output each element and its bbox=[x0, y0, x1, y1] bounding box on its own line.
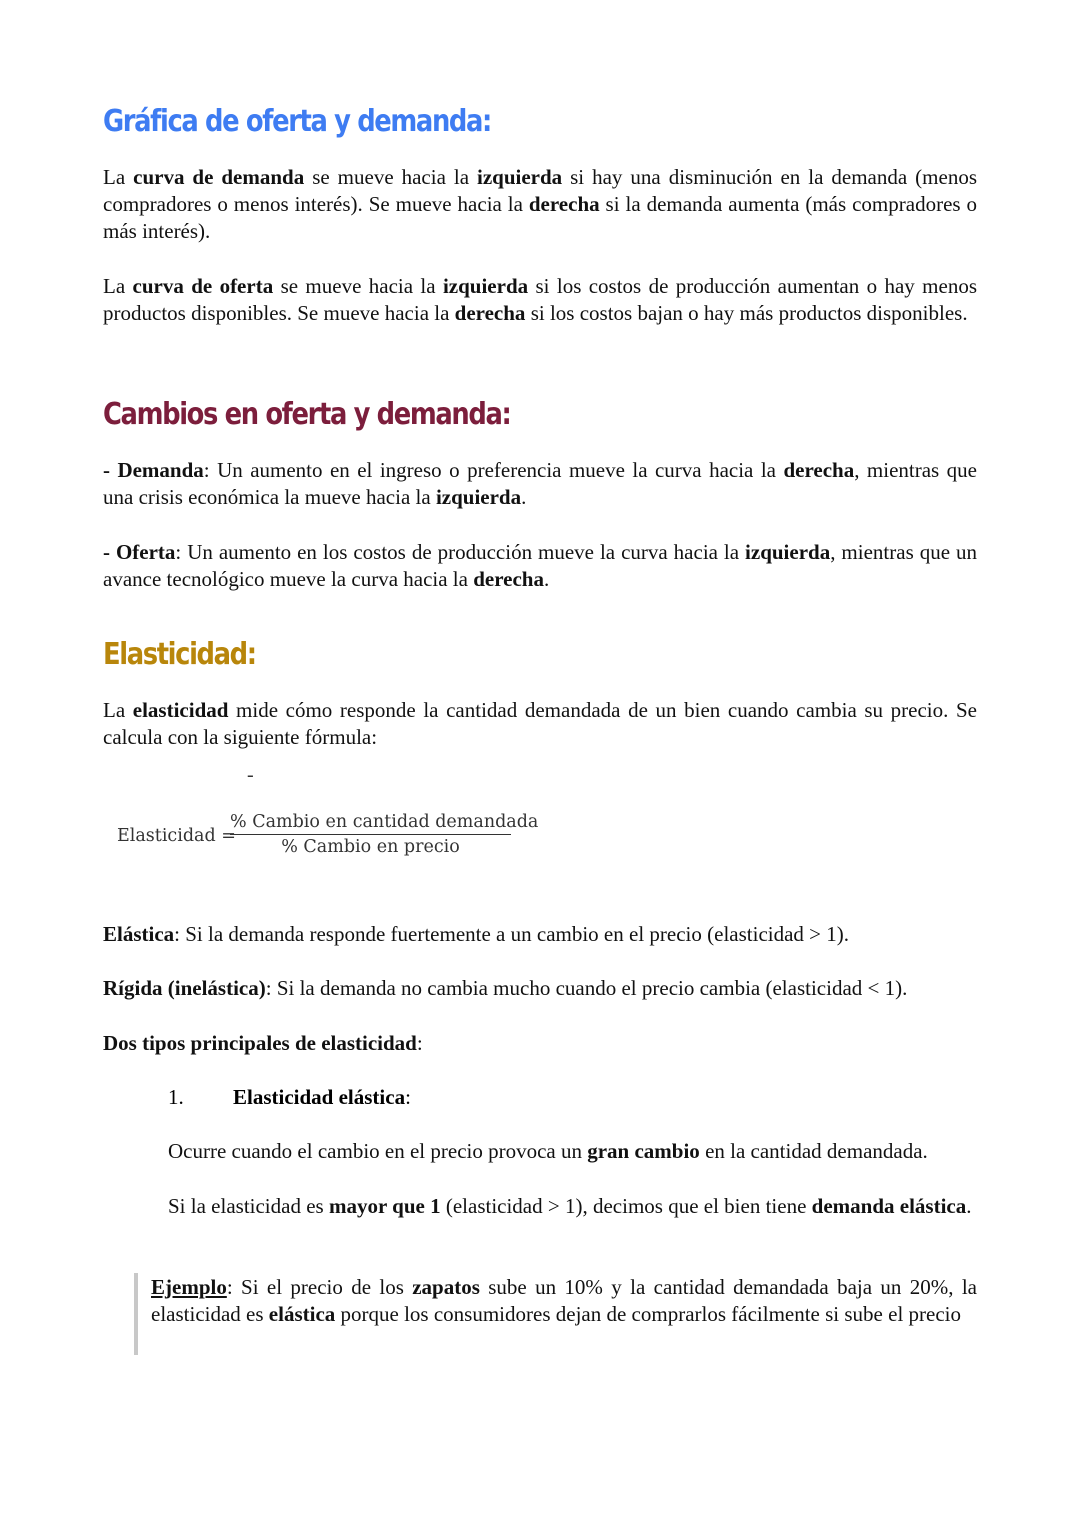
blockquote-ejemplo: Ejemplo: Si el precio de los zapatos sube un 10% y la cantidad demandada baja un 20%, la elasticidad es elástica porque los consumidores dejan de comprarlos fácilmente si sube el precio bbox=[151, 1275, 977, 1326]
paragraph-elastica: Elástica: Si la demanda responde fuertemente a un cambio en el precio (elasticidad > 1). bbox=[103, 922, 850, 946]
formula-denominator: % Cambio en precio bbox=[281, 837, 460, 857]
heading-elasticidad: Elasticidad: bbox=[103, 637, 256, 672]
paragraph-oferta: - Oferta: Un aumento en los costos de producción mueve la curva hacia la izquierda, mientras que un avance tecnológico mueve la curva hacia la derecha. bbox=[103, 540, 977, 591]
formula-lhs: Elasticidad = bbox=[117, 826, 236, 846]
heading-grafica: Gráfica de oferta y demanda: bbox=[103, 104, 492, 139]
paragraph-demanda: - Demanda: Un aumento en el ingreso o preferencia mueve la curva hacia la derecha, mientras que una crisis económica la mueve hacia la izquierda. bbox=[103, 458, 977, 509]
blockquote-bar bbox=[134, 1273, 138, 1355]
formula-fraction bbox=[230, 812, 539, 857]
paragraph-elasticidad-definicion: La elasticidad mide cómo responde la cantidad demandada de un bien cuando cambia su precio. Se calcula con la siguiente fórmula: bbox=[103, 698, 977, 749]
paragraph-curva-oferta: La curva de oferta se mueve hacia la izquierda si los costos de producción aumentan o hay menos productos disponibles. Se mueve hacia la derecha si los costos bajan o hay más productos disponibles. bbox=[103, 274, 977, 325]
list-item-number: 1. bbox=[168, 1085, 184, 1109]
stray-dash: - bbox=[247, 764, 254, 786]
paragraph-curva-demanda: La curva de demanda se mueve hacia la izquierda si hay una disminución en la demanda (menos compradores o menos interés). Se mueve hacia la derecha si la demanda aumenta (más compradores o más interés). bbox=[103, 165, 977, 243]
formula-numerator: % Cambio en cantidad demandada bbox=[230, 812, 511, 835]
paragraph-dos-tipos: Dos tipos principales de elasticidad: bbox=[103, 1031, 423, 1055]
heading-cambios: Cambios en oferta y demanda: bbox=[103, 397, 511, 432]
paragraph-ocurre: Ocurre cuando el cambio en el precio provoca un gran cambio en la cantidad demandada. bbox=[168, 1139, 928, 1163]
paragraph-rigida: Rígida (inelástica): Si la demanda no cambia mucho cuando el precio cambia (elasticidad < 1). bbox=[103, 976, 908, 1000]
list-item-elasticidad-elastica: Elasticidad elástica: bbox=[233, 1085, 411, 1109]
paragraph-mayor-que-1: Si la elasticidad es mayor que 1 (elasticidad > 1), decimos que el bien tiene demanda elástica. bbox=[168, 1194, 972, 1218]
